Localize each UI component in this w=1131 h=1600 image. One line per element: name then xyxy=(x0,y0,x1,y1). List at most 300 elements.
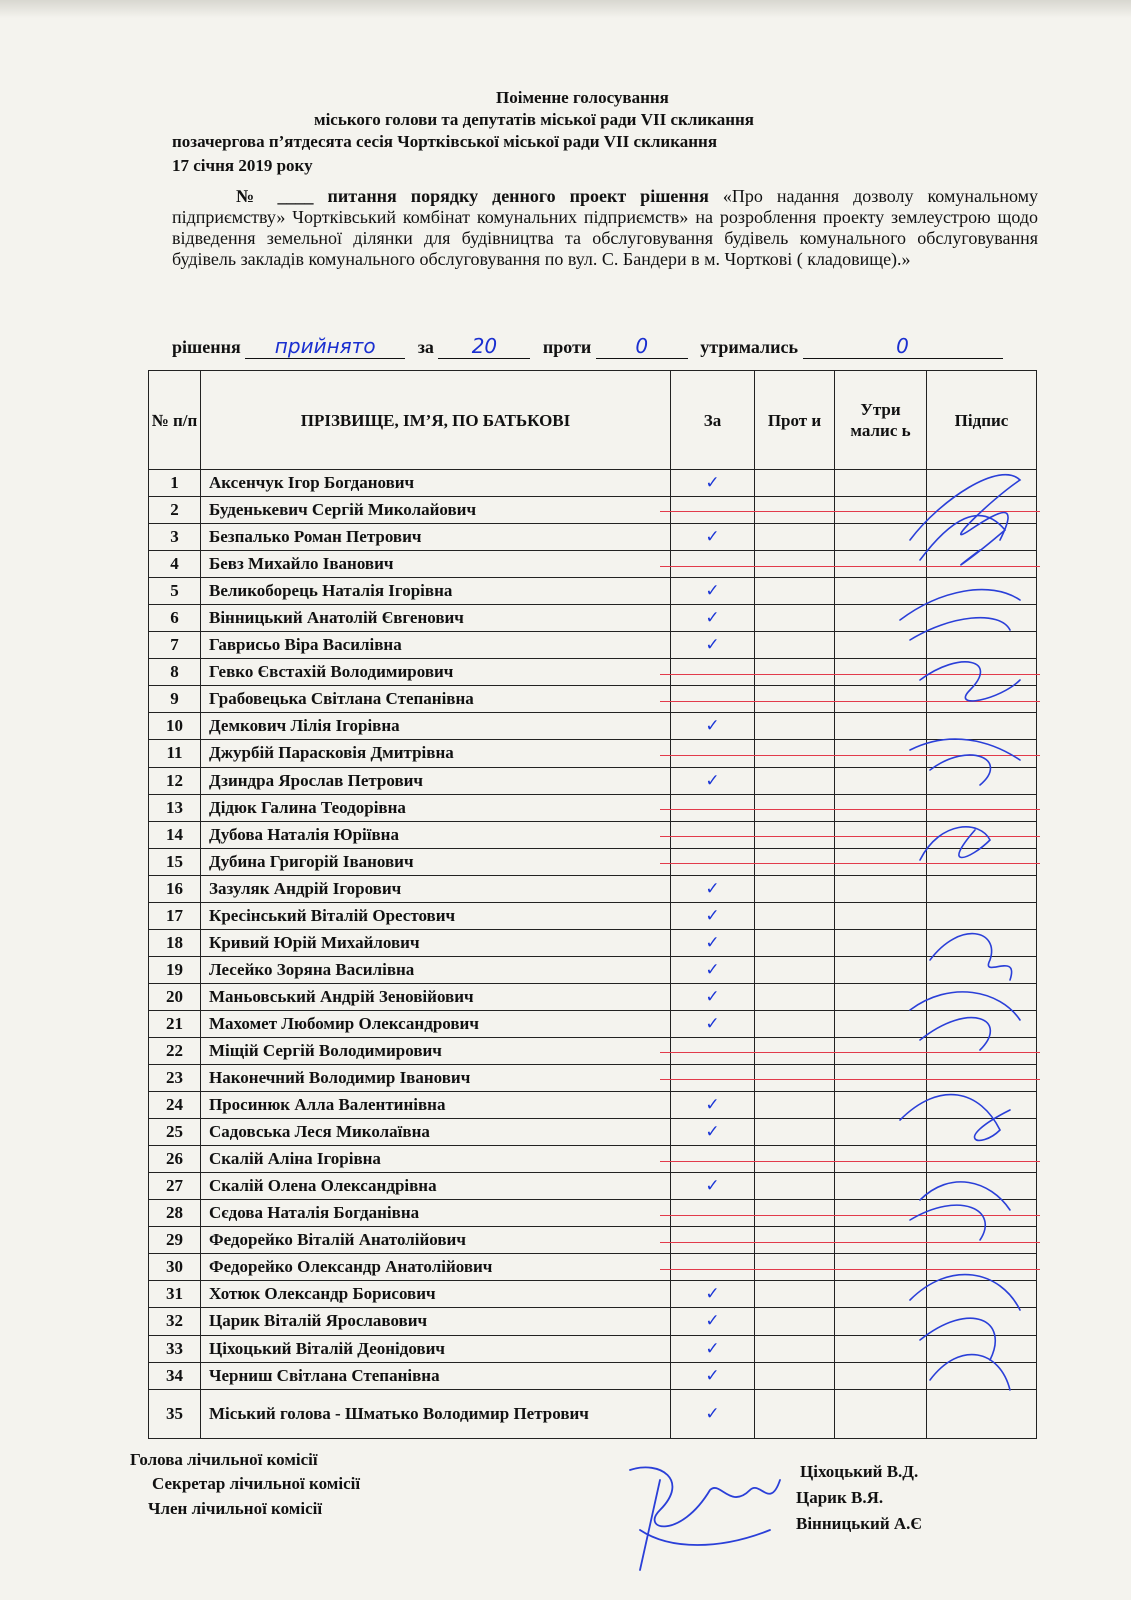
decision-value: прийнято xyxy=(245,334,405,359)
vote-against-cell xyxy=(755,632,835,659)
member-name: Скалій Олена Олександрівна xyxy=(201,1173,671,1200)
checkmark-icon: ✓ xyxy=(705,1095,720,1116)
checkmark-icon: ✓ xyxy=(705,1284,720,1305)
vote-for-cell xyxy=(671,686,755,713)
vote-for-cell xyxy=(671,821,755,848)
vote-for-cell xyxy=(671,929,755,956)
document-title: Поіменне голосування xyxy=(496,88,669,107)
chair-label: Голова лічильної комісії xyxy=(130,1450,318,1469)
signature-cell xyxy=(927,686,1037,713)
header-line-2: міського голови та депутатів міської ради VII скликання xyxy=(314,110,754,129)
signature-cell xyxy=(927,1037,1037,1064)
row-number: 8 xyxy=(149,659,201,686)
row-number: 31 xyxy=(149,1281,201,1308)
for-label: за xyxy=(417,337,434,357)
signature-cell xyxy=(927,659,1037,686)
vote-for-cell xyxy=(671,794,755,821)
signature-cell xyxy=(927,956,1037,983)
strike-line xyxy=(660,755,1040,756)
vote-for-cell xyxy=(671,956,755,983)
vote-against-cell xyxy=(755,1010,835,1037)
table-row xyxy=(149,767,1037,794)
vote-abstained-cell xyxy=(835,1227,927,1254)
chair-name: Ціхоцький В.Д. xyxy=(800,1462,919,1481)
row-number: 13 xyxy=(149,794,201,821)
signature-cell xyxy=(927,605,1037,632)
vote-abstained-cell xyxy=(835,659,927,686)
checkmark-icon: ✓ xyxy=(705,1311,720,1332)
vote-against-cell xyxy=(755,848,835,875)
member-name: Міський голова - Шматько Володимир Петрович xyxy=(201,1389,671,1438)
vote-against-cell xyxy=(755,956,835,983)
question-paragraph xyxy=(172,186,1038,270)
member-name: Буденькевич Сергій Миколайович xyxy=(201,497,671,524)
vote-abstained-cell xyxy=(835,1254,927,1281)
row-number: 14 xyxy=(149,821,201,848)
row-number: 2 xyxy=(149,497,201,524)
vote-against-cell xyxy=(755,767,835,794)
vote-abstained-cell xyxy=(835,497,927,524)
signature-cell xyxy=(927,713,1037,740)
vote-abstained-cell xyxy=(835,1281,927,1308)
vote-for-cell xyxy=(671,524,755,551)
vote-against-cell xyxy=(755,794,835,821)
signature-cell xyxy=(927,1200,1037,1227)
signature-cell xyxy=(927,1254,1037,1281)
table-row xyxy=(149,848,1037,875)
vote-against-cell xyxy=(755,1308,835,1335)
strike-line xyxy=(660,1215,1040,1216)
signature-cell xyxy=(927,1335,1037,1362)
vote-abstained-cell xyxy=(835,740,927,767)
strike-line xyxy=(660,809,1040,810)
signature-cell xyxy=(927,1173,1037,1200)
vote-for-cell xyxy=(671,1119,755,1146)
checkmark-icon: ✓ xyxy=(705,1122,720,1143)
signature-cell xyxy=(927,1389,1037,1438)
checkmark-icon: ✓ xyxy=(705,878,720,899)
vote-abstained-cell xyxy=(835,1146,927,1173)
signature-cell xyxy=(927,983,1037,1010)
vote-against-cell xyxy=(755,902,835,929)
row-number: 35 xyxy=(149,1389,201,1438)
table-row xyxy=(149,929,1037,956)
vote-abstained-cell xyxy=(835,1389,927,1438)
table-row xyxy=(149,551,1037,578)
table-row xyxy=(149,821,1037,848)
vote-against-cell xyxy=(755,1173,835,1200)
header-num: № п/п xyxy=(149,371,201,470)
vote-for-cell xyxy=(671,875,755,902)
vote-for-cell xyxy=(671,1065,755,1092)
vote-for-cell xyxy=(671,1173,755,1200)
vote-abstained-cell xyxy=(835,1308,927,1335)
row-number: 9 xyxy=(149,686,201,713)
checkmark-icon: ✓ xyxy=(705,959,720,980)
signature-cell xyxy=(927,578,1037,605)
table-row xyxy=(149,1092,1037,1119)
table-row xyxy=(149,1119,1037,1146)
vote-abstained-cell xyxy=(835,1362,927,1389)
row-number: 21 xyxy=(149,1010,201,1037)
member-name: Лесейко Зоряна Василівна xyxy=(201,956,671,983)
strike-line xyxy=(660,1269,1040,1270)
member-name: Садовська Леся Миколаївна xyxy=(201,1119,671,1146)
row-number: 29 xyxy=(149,1227,201,1254)
row-number: 23 xyxy=(149,1065,201,1092)
vote-for-cell xyxy=(671,1362,755,1389)
row-number: 20 xyxy=(149,983,201,1010)
header-abstained: Утри малис ь xyxy=(835,371,927,470)
table-row xyxy=(149,1389,1037,1438)
member-name: Маньовський Андрій Зеновійович xyxy=(201,983,671,1010)
question-text: «Про надання дозволу комунальному підприємству» Чортківський комбінат комунальних підприємств» на розроблення проекту землеустрою щодо відведення земельної ділянки для будівництва та обслуговування будівель комунального обслуговування будівель закладів комунального обслуговування по вул. С. Бандери в м. Чорткові ( кладовище).» xyxy=(172,186,1039,269)
signature-cell xyxy=(927,848,1037,875)
strike-line xyxy=(660,701,1040,702)
signature-cell xyxy=(927,1065,1037,1092)
member-name: Міщій Сергій Володимирович xyxy=(201,1037,671,1064)
strike-line xyxy=(660,1052,1040,1053)
vote-abstained-cell xyxy=(835,1010,927,1037)
vote-against-cell xyxy=(755,875,835,902)
vote-abstained-cell xyxy=(835,794,927,821)
vote-for-cell xyxy=(671,1227,755,1254)
row-number: 12 xyxy=(149,767,201,794)
strike-line xyxy=(660,511,1040,512)
header-date: 17 січня 2019 року xyxy=(172,156,313,175)
row-number: 30 xyxy=(149,1254,201,1281)
vote-against-cell xyxy=(755,1092,835,1119)
member-name: Вінницький А.Є xyxy=(796,1514,922,1533)
vote-against-cell xyxy=(755,659,835,686)
vote-against-cell xyxy=(755,1037,835,1064)
signature-cell xyxy=(927,1146,1037,1173)
signature-cell xyxy=(927,1010,1037,1037)
abstained-label: утримались xyxy=(700,337,798,357)
checkmark-icon: ✓ xyxy=(705,473,720,494)
vote-abstained-cell xyxy=(835,848,927,875)
vote-abstained-cell xyxy=(835,875,927,902)
signature-cell xyxy=(927,632,1037,659)
table-row xyxy=(149,713,1037,740)
signature-cell xyxy=(927,1281,1037,1308)
row-number: 7 xyxy=(149,632,201,659)
row-number: 33 xyxy=(149,1335,201,1362)
checkmark-icon: ✓ xyxy=(705,527,720,548)
vote-abstained-cell xyxy=(835,1200,927,1227)
checkmark-icon: ✓ xyxy=(705,905,720,926)
vote-abstained-cell xyxy=(835,686,927,713)
member-name: Махомет Любомир Олександрович xyxy=(201,1010,671,1037)
scan-edge-shadow xyxy=(0,0,1131,18)
vote-for-cell xyxy=(671,1037,755,1064)
checkmark-icon: ✓ xyxy=(705,1403,720,1424)
vote-abstained-cell xyxy=(835,1037,927,1064)
vote-against-cell xyxy=(755,1146,835,1173)
vote-against-cell xyxy=(755,578,835,605)
signature-cell xyxy=(927,551,1037,578)
vote-for-cell xyxy=(671,1092,755,1119)
member-name: Кривий Юрій Михайлович xyxy=(201,929,671,956)
table-row xyxy=(149,470,1037,497)
table-body xyxy=(149,470,1037,1439)
member-name: Демкович Лілія Ігорівна xyxy=(201,713,671,740)
checkmark-icon: ✓ xyxy=(705,932,720,953)
table-row xyxy=(149,1173,1037,1200)
member-name: Аксенчук Ігор Богданович xyxy=(201,470,671,497)
strike-line xyxy=(660,674,1040,675)
row-number: 16 xyxy=(149,875,201,902)
vote-abstained-cell xyxy=(835,605,927,632)
vote-for-cell xyxy=(671,1281,755,1308)
vote-abstained-cell xyxy=(835,1119,927,1146)
strike-line xyxy=(660,863,1040,864)
table-row xyxy=(149,497,1037,524)
member-name: Дубина Григорій Іванович xyxy=(201,848,671,875)
secretary-label: Секретар лічильної комісії xyxy=(152,1474,361,1493)
header-signature: Підпис xyxy=(927,371,1037,470)
vote-abstained-cell xyxy=(835,821,927,848)
member-name: Гаврисьо Віра Василівна xyxy=(201,632,671,659)
table-row xyxy=(149,902,1037,929)
vote-for-cell xyxy=(671,497,755,524)
row-number: 17 xyxy=(149,902,201,929)
table-row xyxy=(149,524,1037,551)
member-name: Гевко Євстахій Володимирович xyxy=(201,659,671,686)
header-line-3: позачергова п’ятдесята сесія Чортківської міської ради VII скликання xyxy=(172,132,718,151)
strike-line xyxy=(660,1242,1040,1243)
table-header-row xyxy=(149,371,1037,470)
row-number: 18 xyxy=(149,929,201,956)
table-row xyxy=(149,1200,1037,1227)
vote-against-cell xyxy=(755,524,835,551)
vote-result-line xyxy=(172,334,1003,359)
vote-against-cell xyxy=(755,929,835,956)
signature-cell xyxy=(927,497,1037,524)
vote-against-cell xyxy=(755,1335,835,1362)
vote-for-cell xyxy=(671,848,755,875)
table-row xyxy=(149,605,1037,632)
row-number: 3 xyxy=(149,524,201,551)
member-name: Федорейко Віталій Анатолійович xyxy=(201,1227,671,1254)
vote-abstained-cell xyxy=(835,983,927,1010)
question-prefix: № ____ питання порядку денного проект рішення xyxy=(236,186,709,206)
vote-abstained-cell xyxy=(835,551,927,578)
table-row xyxy=(149,1146,1037,1173)
member-name: Черниш Світлана Степанівна xyxy=(201,1362,671,1389)
vote-abstained-cell xyxy=(835,713,927,740)
vote-for-cell xyxy=(671,1010,755,1037)
vote-for-cell xyxy=(671,1146,755,1173)
member-name: Царик Віталій Ярославович xyxy=(201,1308,671,1335)
signature-cell xyxy=(927,794,1037,821)
vote-for-cell xyxy=(671,632,755,659)
vote-for-cell xyxy=(671,1335,755,1362)
row-number: 22 xyxy=(149,1037,201,1064)
vote-abstained-cell xyxy=(835,470,927,497)
member-name: Наконечний Володимир Іванович xyxy=(201,1065,671,1092)
vote-against-cell xyxy=(755,1227,835,1254)
row-number: 28 xyxy=(149,1200,201,1227)
against-label: проти xyxy=(542,337,592,357)
vote-against-cell xyxy=(755,605,835,632)
table-row xyxy=(149,1254,1037,1281)
member-name: Ціхоцький Віталій Деонідович xyxy=(201,1335,671,1362)
vote-abstained-cell xyxy=(835,1092,927,1119)
signature-cell xyxy=(927,929,1037,956)
vote-for-cell xyxy=(671,983,755,1010)
table-row xyxy=(149,1281,1037,1308)
vote-for-cell xyxy=(671,713,755,740)
table-row xyxy=(149,578,1037,605)
signature-cell xyxy=(927,1308,1037,1335)
member-name: Федорейко Олександр Анатолійович xyxy=(201,1254,671,1281)
member-name: Кресінський Віталій Орестович xyxy=(201,902,671,929)
strike-line xyxy=(660,1079,1040,1080)
checkmark-icon: ✓ xyxy=(705,635,720,656)
against-value: 0 xyxy=(596,334,688,359)
checkmark-icon: ✓ xyxy=(705,716,720,737)
row-number: 15 xyxy=(149,848,201,875)
table-row xyxy=(149,1227,1037,1254)
signature-cell xyxy=(927,740,1037,767)
table-row xyxy=(149,983,1037,1010)
roll-call-table xyxy=(148,370,1037,1439)
vote-against-cell xyxy=(755,713,835,740)
row-number: 25 xyxy=(149,1119,201,1146)
table-row xyxy=(149,686,1037,713)
vote-against-cell xyxy=(755,1119,835,1146)
member-name: Скалій Аліна Ігорівна xyxy=(201,1146,671,1173)
table-row xyxy=(149,1037,1037,1064)
vote-against-cell xyxy=(755,470,835,497)
signature-cell xyxy=(927,821,1037,848)
vote-for-cell xyxy=(671,470,755,497)
vote-abstained-cell xyxy=(835,1173,927,1200)
vote-against-cell xyxy=(755,551,835,578)
vote-against-cell xyxy=(755,1389,835,1438)
vote-against-cell xyxy=(755,1362,835,1389)
vote-against-cell xyxy=(755,497,835,524)
vote-against-cell xyxy=(755,1254,835,1281)
row-number: 24 xyxy=(149,1092,201,1119)
signature-cell xyxy=(927,875,1037,902)
vote-for-cell xyxy=(671,1389,755,1438)
header-for: За xyxy=(671,371,755,470)
row-number: 6 xyxy=(149,605,201,632)
signature-cell xyxy=(927,1119,1037,1146)
table-row xyxy=(149,875,1037,902)
vote-against-cell xyxy=(755,686,835,713)
vote-for-cell xyxy=(671,1254,755,1281)
vote-against-cell xyxy=(755,1065,835,1092)
signature-cell xyxy=(927,1362,1037,1389)
vote-abstained-cell xyxy=(835,1065,927,1092)
vote-abstained-cell xyxy=(835,524,927,551)
table-row xyxy=(149,1362,1037,1389)
signature-cell xyxy=(927,1092,1037,1119)
vote-for-cell xyxy=(671,605,755,632)
row-number: 10 xyxy=(149,713,201,740)
member-name: Грабовецька Світлана Степанівна xyxy=(201,686,671,713)
table-row xyxy=(149,956,1037,983)
member-name: Хотюк Олександр Борисович xyxy=(201,1281,671,1308)
row-number: 19 xyxy=(149,956,201,983)
signature-cell xyxy=(927,470,1037,497)
vote-for-cell xyxy=(671,659,755,686)
secretary-name: Царик В.Я. xyxy=(796,1488,884,1507)
vote-against-cell xyxy=(755,1281,835,1308)
member-label: Член лічильної комісії xyxy=(148,1499,323,1518)
row-number: 32 xyxy=(149,1308,201,1335)
vote-for-cell xyxy=(671,740,755,767)
table-row xyxy=(149,1308,1037,1335)
signature-cell xyxy=(927,1227,1037,1254)
vote-for-cell xyxy=(671,1308,755,1335)
vote-against-cell xyxy=(755,1200,835,1227)
vote-abstained-cell xyxy=(835,929,927,956)
member-name: Безпалько Роман Петрович xyxy=(201,524,671,551)
vote-against-cell xyxy=(755,821,835,848)
strike-line xyxy=(660,566,1040,567)
checkmark-icon: ✓ xyxy=(705,581,720,602)
signature-cell xyxy=(927,902,1037,929)
vote-for-cell xyxy=(671,551,755,578)
member-name: Бевз Михайло Іванович xyxy=(201,551,671,578)
header-name: ПРІЗВИЩЕ, ІМ’Я, ПО БАТЬКОВІ xyxy=(201,371,671,470)
checkmark-icon: ✓ xyxy=(705,770,720,791)
vote-abstained-cell xyxy=(835,956,927,983)
vote-for-cell xyxy=(671,1200,755,1227)
member-name: Зазуляк Андрій Ігорович xyxy=(201,875,671,902)
row-number: 26 xyxy=(149,1146,201,1173)
vote-against-cell xyxy=(755,983,835,1010)
checkmark-icon: ✓ xyxy=(705,1338,720,1359)
member-name: Сєдова Наталія Богданівна xyxy=(201,1200,671,1227)
checkmark-icon: ✓ xyxy=(705,1365,720,1386)
row-number: 27 xyxy=(149,1173,201,1200)
member-name: Вінницький Анатолій Євгенович xyxy=(201,605,671,632)
strike-line xyxy=(660,1161,1040,1162)
row-number: 34 xyxy=(149,1362,201,1389)
row-number: 4 xyxy=(149,551,201,578)
vote-for-cell xyxy=(671,578,755,605)
table-row xyxy=(149,1010,1037,1037)
vote-abstained-cell xyxy=(835,578,927,605)
checkmark-icon: ✓ xyxy=(705,608,720,629)
vote-for-cell xyxy=(671,767,755,794)
row-number: 11 xyxy=(149,740,201,767)
abstained-value: 0 xyxy=(803,334,1003,359)
row-number: 5 xyxy=(149,578,201,605)
table-row xyxy=(149,632,1037,659)
checkmark-icon: ✓ xyxy=(705,1176,720,1197)
table-row xyxy=(149,1065,1037,1092)
commission-signature xyxy=(600,1450,800,1580)
member-name: Великоборець Наталія Ігорівна xyxy=(201,578,671,605)
checkmark-icon: ✓ xyxy=(705,1013,720,1034)
header-against: Прот и xyxy=(755,371,835,470)
member-name: Дзиндра Ярослав Петрович xyxy=(201,767,671,794)
table-row xyxy=(149,1335,1037,1362)
signature-cell xyxy=(927,767,1037,794)
vote-abstained-cell xyxy=(835,1335,927,1362)
strike-line xyxy=(660,836,1040,837)
table-row xyxy=(149,659,1037,686)
for-value: 20 xyxy=(438,334,530,359)
row-number: 1 xyxy=(149,470,201,497)
member-name: Дубова Наталія Юріївна xyxy=(201,821,671,848)
